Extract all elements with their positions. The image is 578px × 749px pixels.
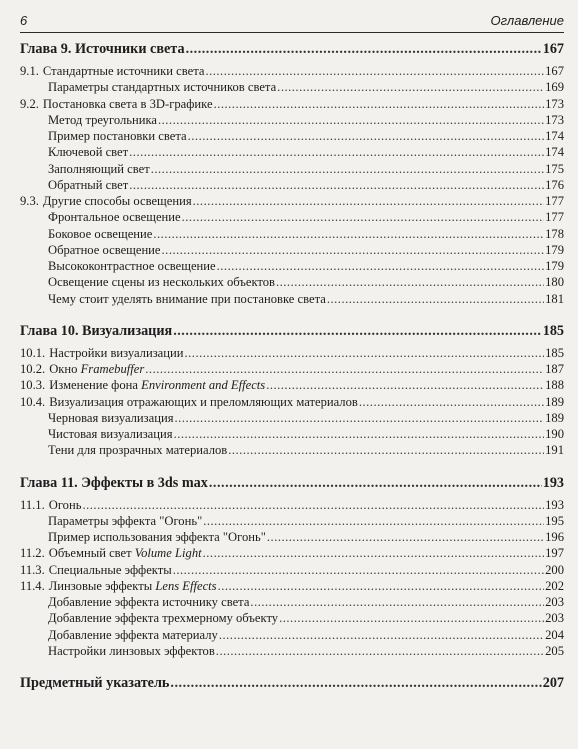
toc-entry[interactable] bbox=[20, 112, 564, 128]
leader-dots bbox=[170, 674, 541, 692]
entry-title: Чистовая визуализация bbox=[48, 427, 173, 441]
chapter-entry[interactable] bbox=[20, 322, 564, 340]
leader-dots bbox=[205, 63, 544, 79]
entry-page-number: 202 bbox=[545, 578, 564, 593]
leader-dots bbox=[277, 79, 544, 95]
section-number: 11.3. bbox=[20, 562, 45, 577]
leader-dots bbox=[129, 177, 544, 193]
toc-entry[interactable] bbox=[20, 274, 564, 290]
leader-dots bbox=[188, 128, 544, 144]
entry-page-number: 175 bbox=[545, 161, 564, 176]
entry-page-number: 197 bbox=[545, 546, 564, 561]
toc-entry[interactable] bbox=[20, 258, 564, 274]
entry-title: Настройки визуализации bbox=[49, 345, 184, 360]
entry-title: Объемный свет bbox=[48, 546, 132, 561]
entry-title-italic: Lens Effects bbox=[155, 578, 217, 593]
entry-page-number: 177 bbox=[545, 210, 564, 225]
entry-title: Добавление эффекта материалу bbox=[48, 627, 218, 642]
entry-title: Настройки линзовых эффектов bbox=[48, 643, 215, 658]
chapter-page-number: 167 bbox=[542, 41, 564, 57]
leader-dots bbox=[279, 610, 544, 626]
leader-dots bbox=[162, 242, 545, 258]
chapter-page-number: 193 bbox=[542, 474, 564, 491]
entry-page-number: 181 bbox=[545, 291, 564, 306]
entry-page-number: 169 bbox=[545, 80, 564, 95]
toc-entry[interactable] bbox=[20, 442, 564, 458]
entry-title: Огонь bbox=[48, 497, 82, 512]
leader-dots bbox=[327, 291, 544, 307]
entry-title: Добавление эффекта трехмерному объекту bbox=[48, 611, 279, 626]
entry-title: Параметры эффекта "Огонь" bbox=[48, 513, 203, 528]
entry-title: Ключевой свет bbox=[48, 145, 129, 160]
entry-title: Фронтальное освещение bbox=[48, 210, 181, 225]
entry-page-number: 193 bbox=[545, 497, 564, 512]
leader-dots bbox=[185, 345, 545, 361]
entry-title-italic: Environment and Effects bbox=[141, 378, 266, 393]
leader-dots bbox=[214, 96, 545, 112]
toc-entry[interactable] bbox=[20, 209, 564, 225]
entry-title: Постановка света в 3D-графике bbox=[42, 96, 213, 111]
leader-dots bbox=[359, 394, 544, 410]
section-gap bbox=[20, 307, 564, 322]
entry-page-number: 203 bbox=[545, 611, 564, 626]
entry-title: Изменение фона bbox=[49, 378, 138, 393]
leader-dots bbox=[250, 594, 544, 610]
entry-title: Параметры стандартных источников света bbox=[48, 80, 277, 95]
toc-entry[interactable] bbox=[20, 497, 564, 513]
entry-title: Обратный свет bbox=[48, 177, 129, 192]
leader-dots bbox=[129, 144, 544, 160]
entry-page-number: 188 bbox=[545, 378, 564, 393]
page-number: 6 bbox=[20, 13, 28, 28]
entry-page-number: 185 bbox=[545, 345, 564, 360]
leader-dots bbox=[174, 426, 545, 442]
leader-dots bbox=[228, 442, 544, 458]
section-number: 11.4. bbox=[20, 578, 45, 593]
toc-entry[interactable] bbox=[20, 79, 564, 95]
toc-entry[interactable] bbox=[20, 96, 564, 112]
toc-entry[interactable] bbox=[20, 529, 564, 545]
toc-entry[interactable] bbox=[20, 345, 564, 361]
entry-page-number: 189 bbox=[545, 394, 564, 409]
leader-dots bbox=[173, 562, 544, 578]
toc-entry[interactable] bbox=[20, 377, 564, 393]
running-title: Оглавление bbox=[490, 13, 564, 28]
entry-page-number: 179 bbox=[545, 242, 564, 257]
entry-title: Специальные эффекты bbox=[48, 562, 172, 577]
toc-entry[interactable] bbox=[20, 610, 564, 626]
entry-page-number: 177 bbox=[545, 194, 564, 208]
section-gap bbox=[20, 659, 564, 674]
toc-entry[interactable] bbox=[20, 226, 564, 242]
chapter-title: Глава 11. Эффекты в 3ds max bbox=[20, 474, 208, 491]
section-number: 10.1. bbox=[20, 345, 46, 360]
entry-page-number: 180 bbox=[545, 275, 564, 290]
leader-dots bbox=[182, 209, 544, 225]
entry-title: Визуализация отражающих и преломляющих материалов bbox=[49, 394, 358, 409]
section-number: 9.1. bbox=[20, 64, 39, 78]
entry-page-number: 189 bbox=[545, 410, 564, 425]
entry-title: Освещение сцены из нескольких объектов bbox=[48, 275, 275, 290]
chapter-page-number: 207 bbox=[542, 675, 564, 691]
toc-entry[interactable] bbox=[20, 291, 564, 307]
leader-dots bbox=[218, 578, 545, 594]
section-number: 9.3. bbox=[20, 194, 39, 208]
entry-title: Чему стоит уделять внимание при постановке света bbox=[48, 291, 326, 306]
entry-page-number: 176 bbox=[545, 177, 564, 192]
section-number: 11.2. bbox=[20, 546, 45, 561]
leader-dots bbox=[216, 643, 544, 659]
entry-title: Черновая визуализация bbox=[48, 410, 174, 425]
entry-page-number: 203 bbox=[545, 595, 564, 609]
entry-page-number: 187 bbox=[545, 362, 564, 376]
section-number: 11.1. bbox=[20, 497, 45, 512]
leader-dots bbox=[203, 545, 544, 561]
entry-page-number: 195 bbox=[545, 513, 564, 528]
toc-entry[interactable] bbox=[20, 426, 564, 442]
toc-entry[interactable] bbox=[20, 410, 564, 426]
chapter-title: Глава 9. Источники света bbox=[20, 41, 185, 57]
chapter-page-number: 185 bbox=[542, 322, 564, 339]
leader-dots bbox=[267, 529, 544, 545]
entry-page-number: 173 bbox=[545, 96, 564, 111]
entry-title: Пример использования эффекта "Огонь" bbox=[48, 530, 266, 544]
leader-dots bbox=[153, 226, 544, 242]
toc-entry[interactable] bbox=[20, 63, 564, 79]
entry-page-number: 190 bbox=[545, 427, 564, 441]
entry-page-number: 205 bbox=[545, 643, 564, 658]
toc-entry[interactable] bbox=[20, 578, 564, 594]
toc-entry[interactable] bbox=[20, 545, 564, 561]
toc-entry[interactable] bbox=[20, 193, 564, 209]
leader-dots bbox=[175, 410, 545, 426]
entry-page-number: 191 bbox=[545, 443, 564, 458]
leader-dots bbox=[173, 322, 542, 340]
toc-entry[interactable] bbox=[20, 513, 564, 529]
toc-entry[interactable] bbox=[20, 562, 564, 578]
section-number: 10.4. bbox=[20, 394, 46, 409]
entry-page-number: 179 bbox=[545, 259, 564, 273]
entry-title: Заполняющий свет bbox=[48, 161, 150, 176]
chapter-entry[interactable] bbox=[20, 674, 564, 692]
entry-title: Стандартные источники света bbox=[42, 64, 205, 78]
entry-page-number: 173 bbox=[545, 112, 564, 127]
entry-title-italic: Framebuffer bbox=[80, 362, 145, 376]
leader-dots bbox=[217, 258, 544, 274]
entry-title: Метод треугольника bbox=[48, 112, 157, 127]
leader-dots bbox=[193, 193, 544, 209]
leader-dots bbox=[219, 627, 544, 643]
toc-entry[interactable] bbox=[20, 627, 564, 643]
entry-title: Боковое освещение bbox=[48, 226, 153, 241]
leader-dots bbox=[158, 112, 544, 128]
leader-dots bbox=[186, 40, 542, 58]
leader-dots bbox=[209, 474, 542, 492]
running-header bbox=[20, 10, 564, 33]
entry-title: Линзовые эффекты bbox=[48, 578, 153, 593]
toc-entry[interactable] bbox=[20, 594, 564, 610]
toc-entry[interactable] bbox=[20, 177, 564, 193]
entry-page-number: 167 bbox=[545, 64, 564, 78]
section-number: 10.3. bbox=[20, 378, 46, 393]
chapter-title: Глава 10. Визуализация bbox=[20, 322, 173, 339]
chapter-entry[interactable] bbox=[20, 40, 564, 58]
entry-title: Тени для прозрачных материалов bbox=[48, 443, 228, 458]
leader-dots bbox=[145, 361, 544, 377]
entry-title: Добавление эффекта источнику света bbox=[48, 595, 250, 609]
leader-dots bbox=[276, 274, 544, 290]
entry-page-number: 196 bbox=[545, 530, 564, 544]
leader-dots bbox=[82, 497, 544, 513]
entry-title-italic: Volume Light bbox=[134, 546, 202, 561]
section-gap bbox=[20, 459, 564, 474]
entry-page-number: 178 bbox=[545, 226, 564, 241]
entry-page-number: 200 bbox=[545, 562, 564, 577]
leader-dots bbox=[203, 513, 544, 529]
entry-title: Другие способы освещения bbox=[42, 194, 192, 208]
toc-entry[interactable] bbox=[20, 361, 564, 377]
section-number: 9.2. bbox=[20, 96, 39, 111]
toc-entry[interactable] bbox=[20, 144, 564, 160]
toc-entry[interactable] bbox=[20, 643, 564, 659]
leader-dots bbox=[266, 377, 544, 393]
toc-entry[interactable] bbox=[20, 242, 564, 258]
chapter-title: Предметный указатель bbox=[20, 675, 170, 691]
entry-page-number: 204 bbox=[545, 627, 564, 642]
chapter-entry[interactable] bbox=[20, 474, 564, 492]
entry-title: Высококонтрастное освещение bbox=[48, 259, 216, 273]
toc-entry[interactable] bbox=[20, 128, 564, 144]
toc-entry[interactable] bbox=[20, 161, 564, 177]
entry-page-number: 174 bbox=[545, 129, 564, 143]
leader-dots bbox=[151, 161, 544, 177]
entry-page-number: 174 bbox=[545, 145, 564, 160]
toc-entry[interactable] bbox=[20, 394, 564, 410]
section-number: 10.2. bbox=[20, 362, 46, 376]
entry-title: Обратное освещение bbox=[48, 242, 161, 257]
entry-title: Пример постановки света bbox=[48, 129, 187, 143]
table-of-contents bbox=[20, 40, 564, 692]
entry-title: Окно bbox=[49, 362, 78, 376]
